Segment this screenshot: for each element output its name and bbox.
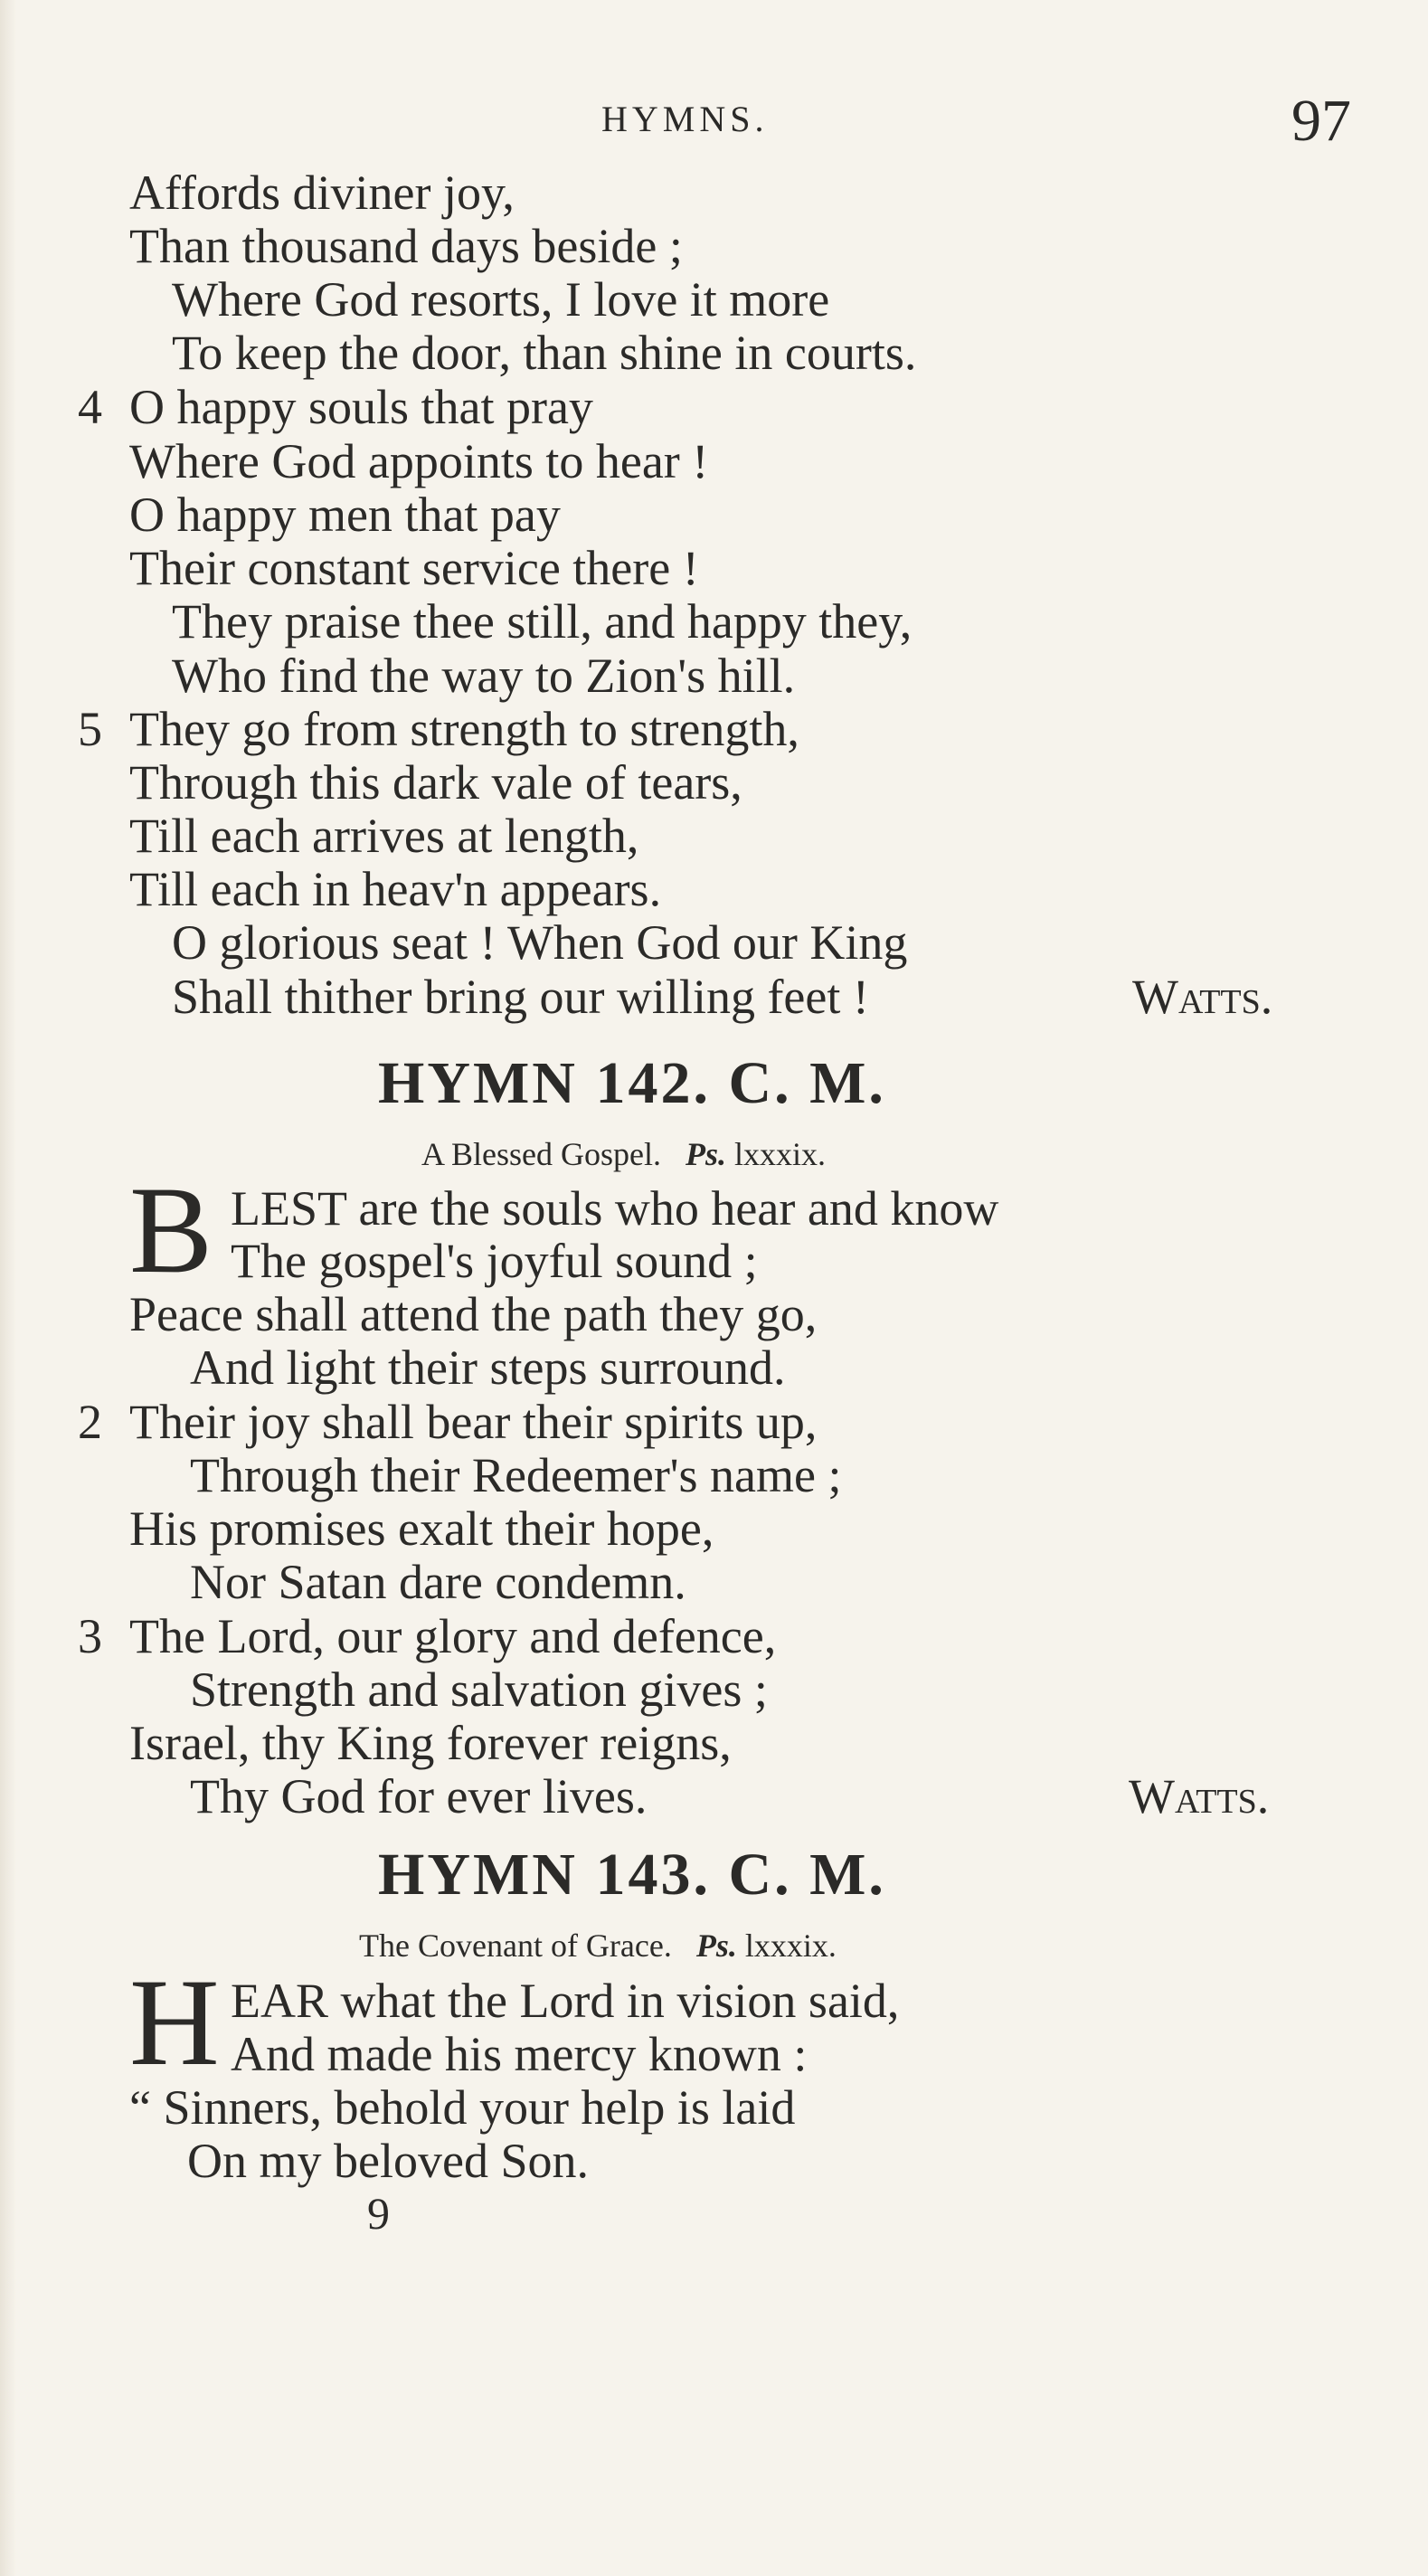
- verse-line: Their joy shall bear their spirits up,: [129, 1395, 818, 1449]
- verse-line: Who find the way to Zion's hill.: [172, 649, 796, 703]
- verse-line: O glorious seat ! When God our King: [172, 915, 908, 970]
- verse-line: On my beloved Son.: [187, 2134, 589, 2188]
- psalm-number: lxxxix.: [734, 1136, 827, 1172]
- verse-line: Nor Satan dare condemn.: [190, 1555, 686, 1609]
- psalm-label: Ps.: [686, 1136, 726, 1172]
- verse-line: They go from strength to strength,: [129, 702, 799, 756]
- verse-line: They praise thee still, and happy they,: [172, 594, 913, 649]
- verse-line: Israel, thy King forever reigns,: [129, 1716, 732, 1770]
- verse-line: EAR what the Lord in vision said,: [231, 1974, 900, 2028]
- hymn-title: HYMN 142. C. M.: [378, 1050, 886, 1116]
- hymn-title: HYMN 143. C. M.: [378, 1842, 886, 1908]
- verse-line: Where God appoints to hear !: [129, 434, 709, 488]
- verse-line: The Lord, our glory and defence,: [129, 1609, 777, 1663]
- verse-line: LEST are the souls who hear and know: [231, 1181, 999, 1236]
- verse-line: Till each in heav'n appears.: [129, 862, 662, 916]
- verse-line: And light their steps surround.: [190, 1340, 786, 1395]
- verse-line: Through this dark vale of tears,: [129, 755, 742, 810]
- verse-line: Than thousand days beside ;: [129, 219, 683, 273]
- verse-line: Peace shall attend the path they go,: [129, 1287, 818, 1341]
- verse-line: Shall thither bring our willing feet !: [172, 970, 869, 1024]
- psalm-number: lxxxix.: [744, 1927, 837, 1964]
- verse-line: Strength and salvation gives ;: [190, 1662, 768, 1717]
- verse-line: “ Sinners, behold your help is laid: [129, 2080, 796, 2135]
- stanza-number: 2: [78, 1395, 102, 1449]
- hymn-subtitle: [359, 1927, 837, 1965]
- subtitle-text: A Blessed Gospel.: [421, 1136, 661, 1172]
- psalm-label: Ps.: [695, 1927, 737, 1964]
- verse-line: Affords diviner joy,: [129, 166, 515, 220]
- drop-cap: B: [129, 1160, 213, 1299]
- verse-line: His promises exalt their hope,: [129, 1501, 714, 1556]
- running-header: HYMNS.: [601, 99, 769, 139]
- hymn-subtitle: [421, 1135, 826, 1173]
- verse-line: The gospel's joyful sound ;: [231, 1234, 758, 1288]
- drop-cap: H: [129, 1953, 220, 2091]
- verse-line: Through their Redeemer's name ;: [190, 1448, 842, 1502]
- page-number: 97: [1291, 88, 1351, 154]
- verse-line: To keep the door, than shine in courts.: [172, 326, 917, 380]
- page-edge: [0, 0, 16, 2576]
- stanza-number: 5: [78, 702, 102, 756]
- verse-line: O happy men that pay: [129, 488, 561, 542]
- verse-line: Where God resorts, I love it more: [172, 272, 830, 327]
- stanza-number: 4: [78, 380, 102, 434]
- author-attribution: Watts.: [1129, 1769, 1270, 1823]
- stanza-number: 3: [78, 1609, 102, 1663]
- verse-line: And made his mercy known :: [231, 2027, 808, 2081]
- subtitle-text: The Covenant of Grace.: [359, 1927, 672, 1964]
- author-attribution: Watts.: [1132, 970, 1273, 1024]
- verse-line: Till each arrives at length,: [129, 809, 639, 863]
- signature-mark: 9: [367, 2188, 390, 2239]
- verse-line: O happy souls that pray: [129, 380, 593, 434]
- verse-line: Their constant service there !: [129, 541, 699, 595]
- verse-line: Thy God for ever lives.: [190, 1769, 648, 1823]
